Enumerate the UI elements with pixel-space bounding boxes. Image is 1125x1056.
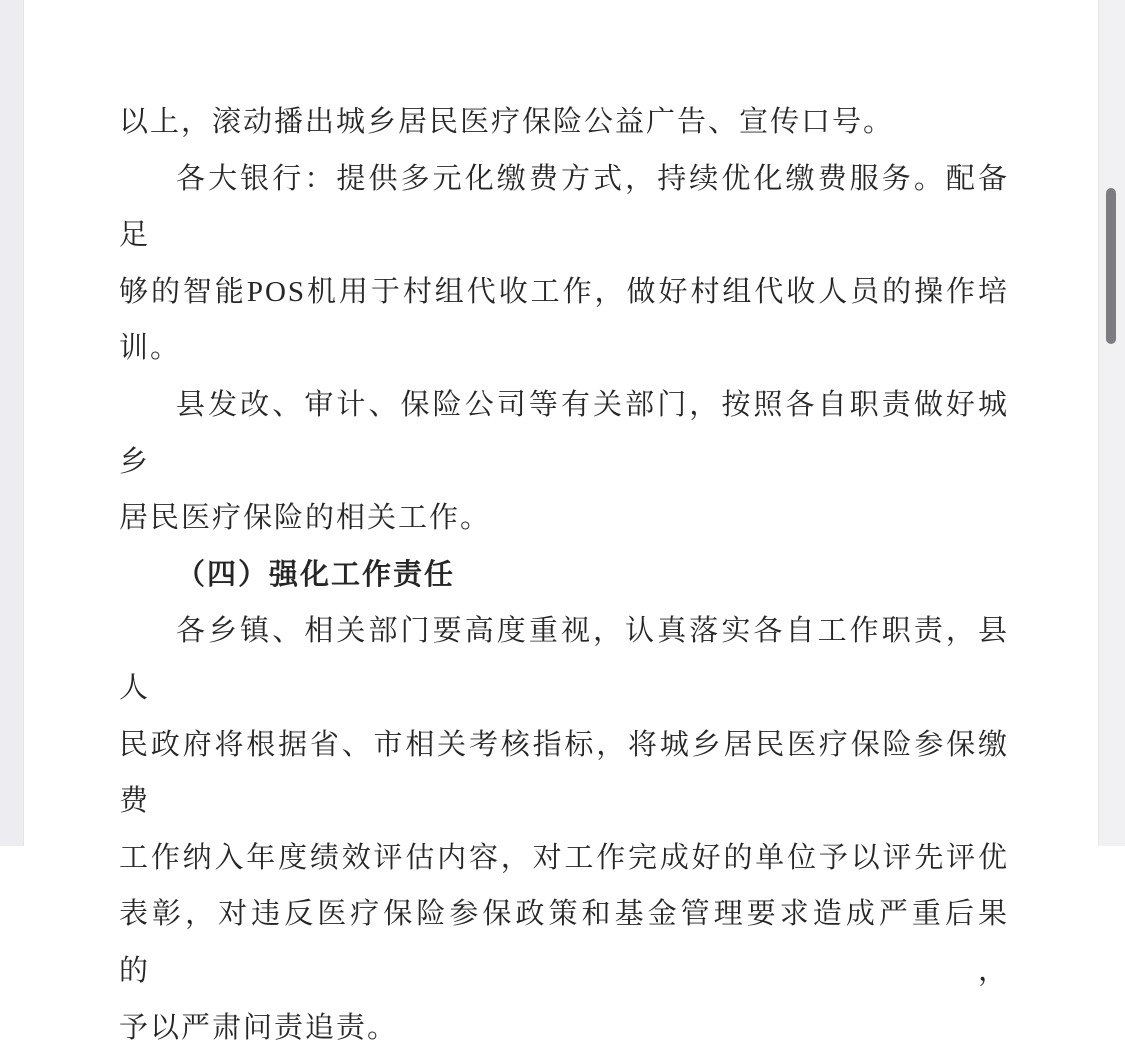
text-line: 各大银行：提供多元化缴费方式，持续优化缴费服务。配备足: [119, 151, 1009, 264]
scrollbar-thumb[interactable]: [1106, 188, 1116, 344]
text-line: 训。: [119, 320, 1009, 377]
text-line: 予以严肃问责追责。: [119, 1000, 1009, 1056]
text-line: 居民医疗保险的相关工作。: [119, 490, 1009, 547]
text-line: 表彰，对违反医疗保险参保政策和基金管理要求造成严重后果的，: [119, 886, 1009, 999]
scrollbar-track[interactable]: [1098, 0, 1125, 846]
text-line: 工作纳入年度绩效评估内容，对工作完成好的单位予以评先评优: [119, 830, 1009, 887]
text-line: 以上，滚动播出城乡居民医疗保险公益广告、宣传口号。: [119, 94, 1009, 151]
document-text-block: [119, 94, 1009, 1056]
text-line: 各乡镇、相关部门要高度重视，认真落实各自工作职责，县人: [119, 603, 1009, 716]
section-heading: （四）强化工作责任: [119, 547, 1009, 604]
text-line: 民政府将根据省、市相关考核指标，将城乡居民医疗保险参保缴费: [119, 717, 1009, 830]
document-page: [23, 0, 1098, 846]
text-line: 县发改、审计、保险公司等有关部门，按照各自职责做好城乡: [119, 377, 1009, 490]
text-line: 够的智能POS机用于村组代收工作，做好村组代收人员的操作培: [119, 264, 1009, 321]
